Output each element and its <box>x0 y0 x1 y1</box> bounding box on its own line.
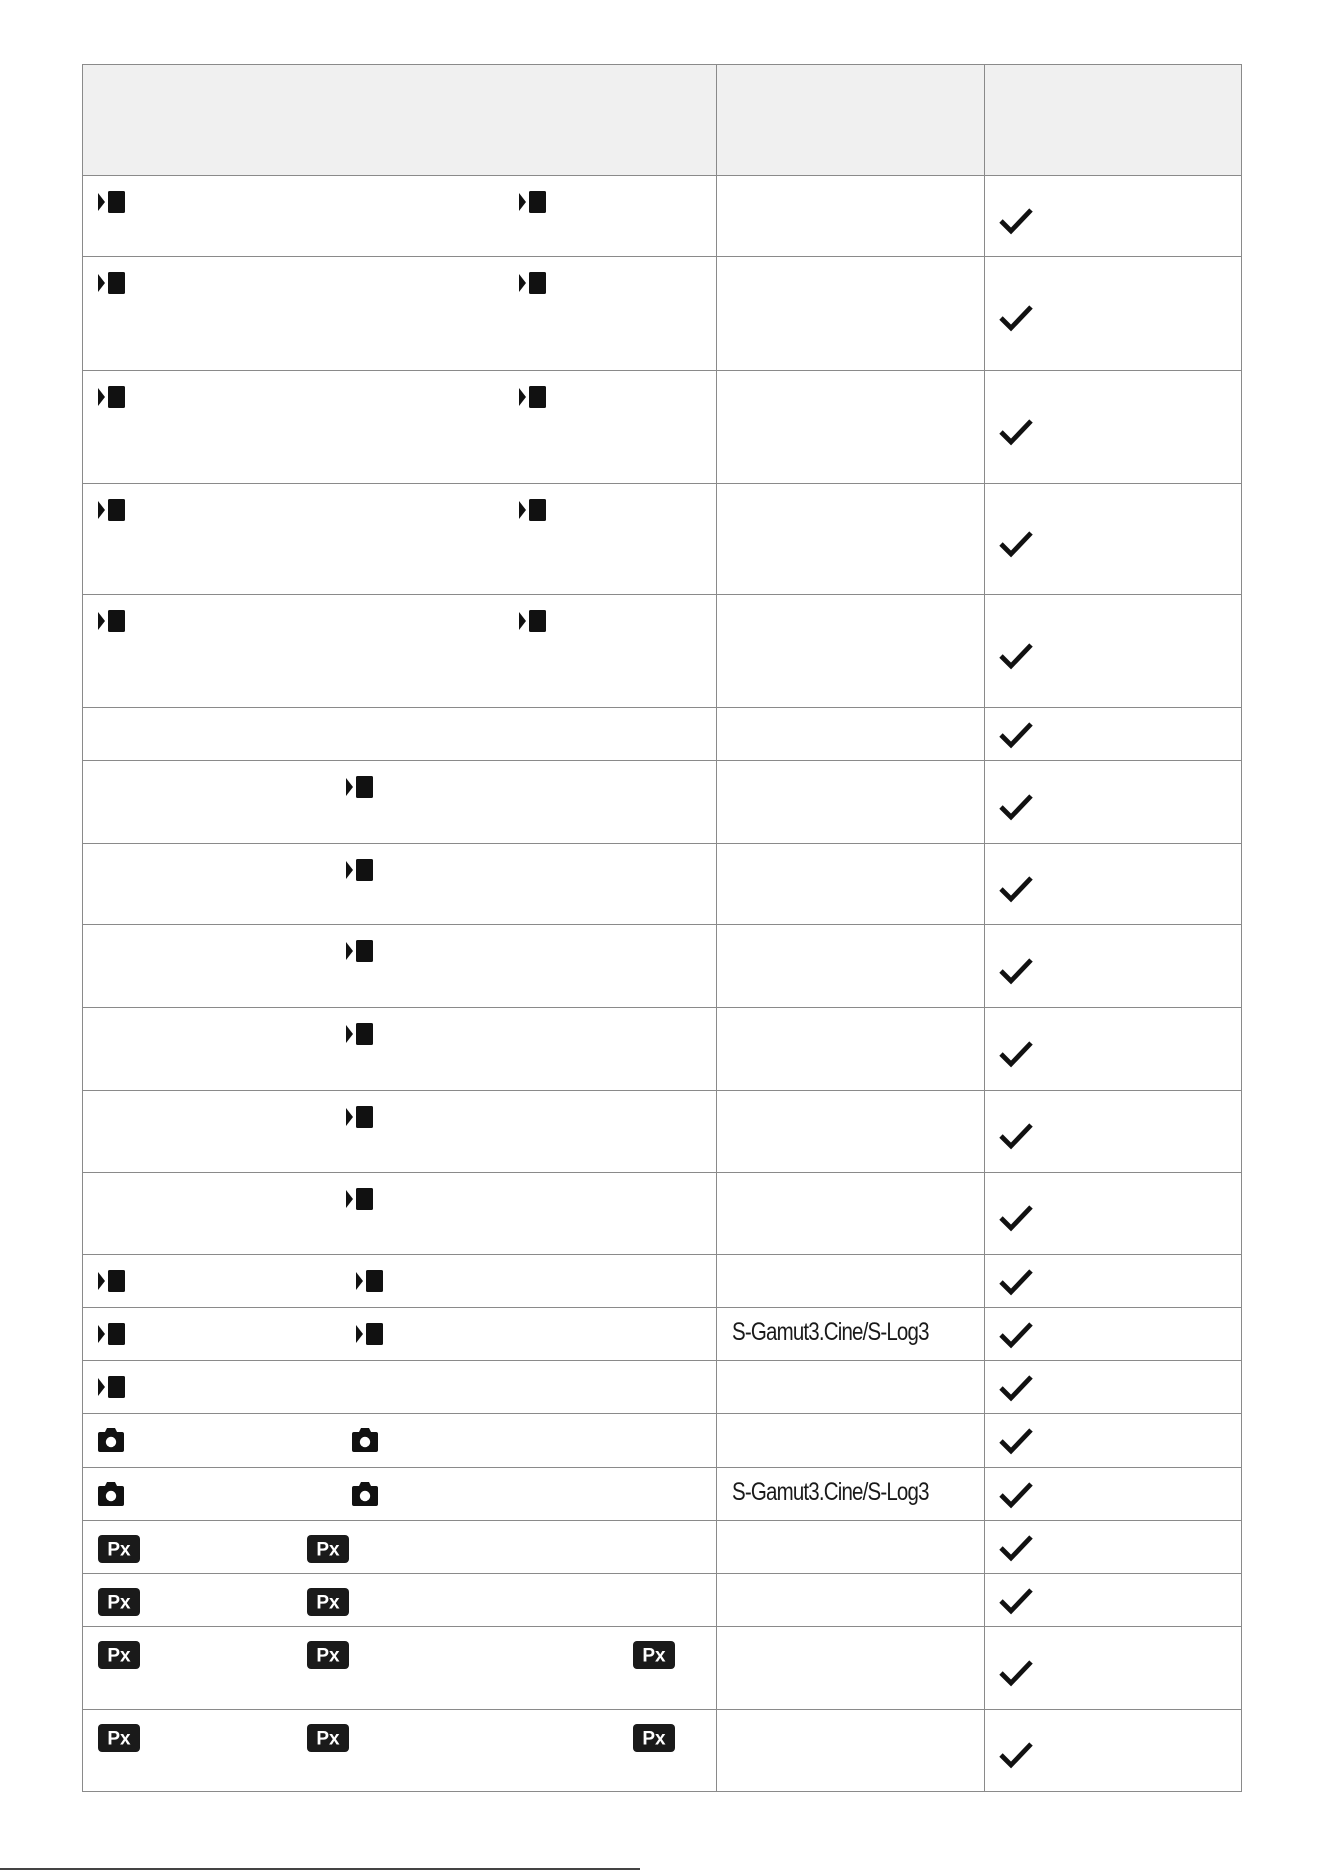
column-divider <box>716 1361 717 1413</box>
svg-text:Px: Px <box>107 1539 131 1561</box>
svg-text:Px: Px <box>107 1592 131 1614</box>
column-divider <box>716 1710 717 1791</box>
still-camera-icon <box>352 1482 378 1511</box>
table-row <box>82 925 1242 1008</box>
still-camera-icon <box>352 1428 378 1457</box>
column-divider <box>984 257 985 370</box>
table-row <box>82 761 1242 844</box>
column-divider <box>984 1173 985 1254</box>
checkmark-icon <box>998 1533 1034 1568</box>
px-badge-icon <box>98 1535 140 1568</box>
column-divider <box>82 65 83 175</box>
checkmark-icon <box>998 792 1034 827</box>
px-badge-icon <box>633 1724 675 1757</box>
column-divider <box>984 484 985 594</box>
column-divider <box>716 1255 717 1307</box>
column-divider <box>1241 1521 1242 1573</box>
movie-mode-icon <box>519 385 551 414</box>
svg-text:Px: Px <box>107 1728 131 1750</box>
table-row <box>82 595 1242 708</box>
column-divider <box>984 595 985 707</box>
value-cell-text: S-Gamut3.Cine/S-Log3 <box>732 1478 929 1506</box>
movie-mode-icon <box>98 498 130 527</box>
checkmark-icon <box>998 303 1034 338</box>
column-divider <box>984 65 985 175</box>
column-divider <box>1241 1710 1242 1791</box>
px-badge-icon <box>633 1641 675 1674</box>
checkmark-icon <box>998 1586 1034 1621</box>
column-divider <box>82 925 83 1007</box>
checkmark-icon <box>998 1320 1034 1355</box>
column-divider <box>984 1255 985 1307</box>
column-divider <box>1241 1414 1242 1467</box>
checkmark-icon <box>998 529 1034 564</box>
movie-mode-icon <box>346 1105 378 1134</box>
column-divider <box>984 1627 985 1709</box>
table-row <box>82 176 1242 257</box>
column-divider <box>82 1710 83 1791</box>
checkmark-icon <box>998 1039 1034 1074</box>
movie-mode-icon <box>346 775 378 804</box>
column-divider <box>984 708 985 760</box>
column-divider <box>82 844 83 924</box>
checkmark-icon <box>998 1740 1034 1775</box>
column-divider <box>716 844 717 924</box>
column-divider <box>716 1627 717 1709</box>
column-divider <box>82 176 83 256</box>
table-row <box>82 1091 1242 1173</box>
column-divider <box>984 1521 985 1573</box>
movie-mode-icon <box>98 1322 130 1351</box>
checkmark-icon <box>998 641 1034 676</box>
table-row <box>82 1414 1242 1468</box>
px-badge-icon <box>307 1724 349 1757</box>
px-badge-icon <box>98 1724 140 1757</box>
column-divider <box>984 844 985 924</box>
column-divider <box>82 1627 83 1709</box>
column-divider <box>1241 708 1242 760</box>
svg-text:Px: Px <box>316 1592 340 1614</box>
table-row <box>82 1710 1242 1792</box>
column-divider <box>82 708 83 760</box>
column-divider <box>984 761 985 843</box>
column-divider <box>1241 844 1242 924</box>
column-divider <box>82 1255 83 1307</box>
column-divider <box>1241 1361 1242 1413</box>
checkmark-icon <box>998 720 1034 755</box>
table-row <box>82 1008 1242 1091</box>
checkmark-icon <box>998 1203 1034 1238</box>
column-divider <box>716 371 717 483</box>
column-divider <box>716 1468 717 1520</box>
movie-mode-icon <box>519 609 551 638</box>
checkmark-icon <box>998 1373 1034 1408</box>
movie-mode-icon <box>356 1269 388 1298</box>
movie-mode-icon <box>346 1022 378 1051</box>
column-divider <box>82 1008 83 1090</box>
column-divider <box>984 1091 985 1172</box>
table-row <box>82 1361 1242 1414</box>
table-row <box>82 257 1242 371</box>
column-divider <box>82 761 83 843</box>
column-divider <box>716 1574 717 1626</box>
column-divider <box>716 1414 717 1467</box>
table-row <box>82 1308 1242 1361</box>
column-divider <box>82 371 83 483</box>
column-divider <box>1241 1091 1242 1172</box>
table-row <box>82 1627 1242 1710</box>
column-divider <box>984 1574 985 1626</box>
checkmark-icon <box>998 1426 1034 1461</box>
svg-text:Px: Px <box>316 1645 340 1667</box>
column-divider <box>82 1091 83 1172</box>
px-badge-icon <box>98 1588 140 1621</box>
still-camera-icon <box>98 1482 124 1511</box>
movie-mode-icon <box>346 939 378 968</box>
table-row <box>82 708 1242 761</box>
column-divider <box>984 1008 985 1090</box>
movie-mode-icon <box>346 858 378 887</box>
checkmark-icon <box>998 417 1034 452</box>
column-divider <box>716 1173 717 1254</box>
column-divider <box>716 484 717 594</box>
column-divider <box>984 925 985 1007</box>
column-divider <box>716 1008 717 1090</box>
movie-mode-icon <box>98 1269 130 1298</box>
column-divider <box>716 65 717 175</box>
svg-text:Px: Px <box>642 1645 666 1667</box>
column-divider <box>984 176 985 256</box>
movie-mode-icon <box>98 190 130 219</box>
movie-mode-icon <box>519 190 551 219</box>
table-row <box>82 1468 1242 1521</box>
movie-mode-icon <box>356 1322 388 1351</box>
column-divider <box>82 257 83 370</box>
movie-mode-icon <box>519 498 551 527</box>
px-badge-icon <box>307 1641 349 1674</box>
column-divider <box>716 595 717 707</box>
table-row <box>82 484 1242 595</box>
column-divider <box>1241 176 1242 256</box>
column-divider <box>716 925 717 1007</box>
column-divider <box>1241 1008 1242 1090</box>
column-divider <box>716 1521 717 1573</box>
px-badge-icon <box>307 1535 349 1568</box>
column-divider <box>82 1173 83 1254</box>
table-row <box>82 1574 1242 1627</box>
checkmark-icon <box>998 1480 1034 1515</box>
column-divider <box>716 761 717 843</box>
column-divider <box>1241 1255 1242 1307</box>
settings-table <box>82 64 1242 1792</box>
svg-text:Px: Px <box>107 1645 131 1667</box>
column-divider <box>1241 371 1242 483</box>
footer-rule <box>0 1868 640 1870</box>
px-badge-icon <box>98 1641 140 1674</box>
still-camera-icon <box>98 1428 124 1457</box>
column-divider <box>1241 65 1242 175</box>
column-divider <box>82 1521 83 1573</box>
column-divider <box>1241 1627 1242 1709</box>
column-divider <box>1241 1468 1242 1520</box>
column-divider <box>716 1091 717 1172</box>
svg-text:Px: Px <box>316 1728 340 1750</box>
column-divider <box>716 176 717 256</box>
movie-mode-icon <box>98 609 130 638</box>
column-divider <box>716 708 717 760</box>
column-divider <box>1241 257 1242 370</box>
column-divider <box>716 257 717 370</box>
column-divider <box>1241 1308 1242 1360</box>
column-divider <box>1241 925 1242 1007</box>
svg-text:Px: Px <box>316 1539 340 1561</box>
column-divider <box>82 1308 83 1360</box>
column-divider <box>716 1308 717 1360</box>
column-divider <box>82 1574 83 1626</box>
table-row <box>82 844 1242 925</box>
column-divider <box>984 1308 985 1360</box>
table-row <box>82 1521 1242 1574</box>
value-cell-text: S-Gamut3.Cine/S-Log3 <box>732 1318 929 1346</box>
movie-mode-icon <box>98 271 130 300</box>
checkmark-icon <box>998 1121 1034 1156</box>
px-badge-icon <box>307 1588 349 1621</box>
column-divider <box>984 1710 985 1791</box>
movie-mode-icon <box>98 385 130 414</box>
movie-mode-icon <box>98 1375 130 1404</box>
column-divider <box>1241 761 1242 843</box>
table-row <box>82 1255 1242 1308</box>
column-divider <box>1241 595 1242 707</box>
checkmark-icon <box>998 1267 1034 1302</box>
column-divider <box>82 1361 83 1413</box>
column-divider <box>82 484 83 594</box>
movie-mode-icon <box>346 1187 378 1216</box>
column-divider <box>1241 1574 1242 1626</box>
checkmark-icon <box>998 206 1034 241</box>
table-row <box>82 1173 1242 1255</box>
svg-text:Px: Px <box>642 1728 666 1750</box>
table-row <box>82 371 1242 484</box>
column-divider <box>1241 1173 1242 1254</box>
column-divider <box>82 595 83 707</box>
column-divider <box>82 1414 83 1467</box>
checkmark-icon <box>998 874 1034 909</box>
column-divider <box>82 1468 83 1520</box>
column-divider <box>984 1361 985 1413</box>
table-header-row <box>82 64 1242 176</box>
column-divider <box>1241 484 1242 594</box>
column-divider <box>984 371 985 483</box>
column-divider <box>984 1414 985 1467</box>
movie-mode-icon <box>519 271 551 300</box>
checkmark-icon <box>998 956 1034 991</box>
checkmark-icon <box>998 1658 1034 1693</box>
column-divider <box>984 1468 985 1520</box>
